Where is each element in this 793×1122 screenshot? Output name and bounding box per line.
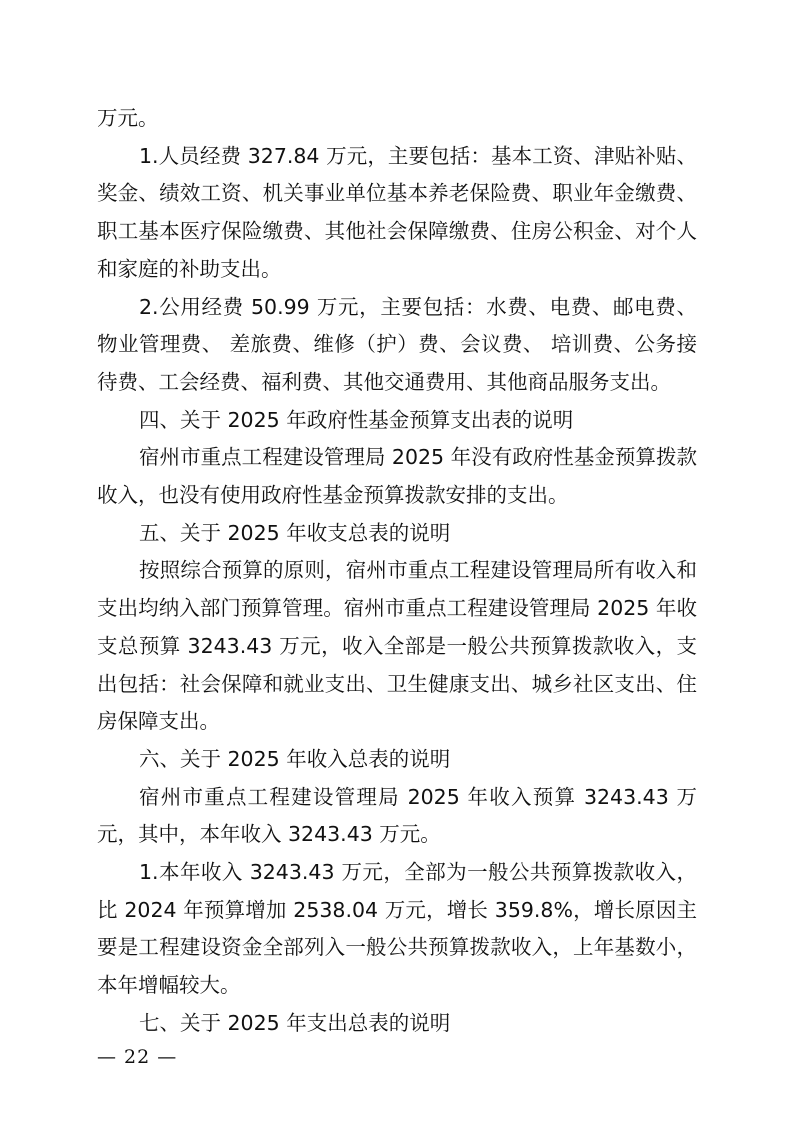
section-heading: 六、关于 2025 年收入总表的说明 (139, 746, 451, 771)
paragraph: 宿州市重点工程建设管理局 2025 年没有政府性基金预算拨款收入，也没有使用政府性基金预算拨款安排的支出。 (97, 445, 697, 508)
paragraph: 宿州市重点工程建设管理局 2025 年收入预算 3243.43 万元，其中，本年收入 3243.43 万元。 (97, 784, 697, 847)
body-text (97, 100, 697, 1043)
paragraph: 1.人员经费 327.84 万元，主要包括：基本工资、津贴补贴、奖金、绩效工资、机关事业单位基本养老保险费、职业年金缴费、职工基本医疗保险缴费、其他社会保障缴费、住房公积金、对个人和家庭的补助支出。 (97, 143, 697, 281)
section-heading: 七、关于 2025 年支出总表的说明 (139, 1010, 451, 1035)
paragraph: 1.本年收入 3243.43 万元，全部为一般公共预算拨款收入，比 2024 年预算增加 2538.04 万元，增长 359.8%，增长原因主要是工程建设资金全部列入一般公共预算拨款收入，上年基数小，本年增幅较大。 (97, 860, 697, 998)
paragraph: 万元。 (97, 106, 159, 130)
section-heading: 四、关于 2025 年政府性基金预算支出表的说明 (139, 407, 574, 432)
page-number: — 22 — (97, 1046, 178, 1068)
section-heading: 五、关于 2025 年收支总表的说明 (139, 520, 451, 545)
paragraph: 2.公用经费 50.99 万元，主要包括：水费、电费、邮电费、物业管理费、 差旅费、维修（护）费、会议费、 培训费、公务接待费、工会经费、福利费、其他交通费用、其他商品服务支出。 (97, 294, 697, 394)
paragraph: 按照综合预算的原则，宿州市重点工程建设管理局所有收入和支出均纳入部门预算管理。宿州市重点工程建设管理局 2025 年收支总预算 3243.43 万元，收入全部是一般公共预算拨款收入，支出包括：社会保障和就业支出、卫生健康支出、城乡社区支出、住房保障支出。 (97, 558, 697, 734)
